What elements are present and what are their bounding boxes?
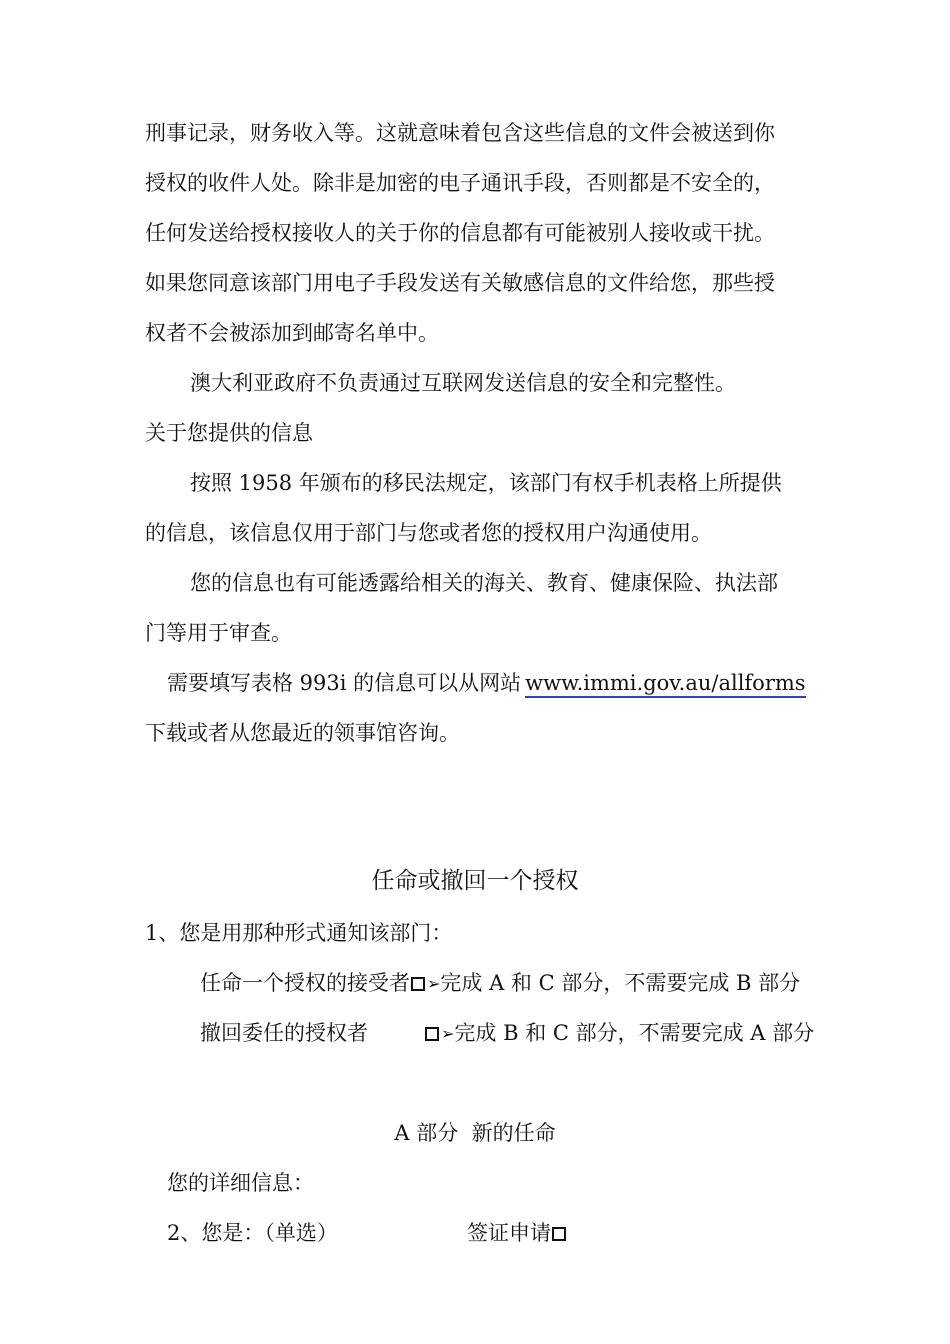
paragraph1-line-1: 刑事记录，财务收入等。这就意味着包含这些信息的文件会被送到你 [145, 121, 775, 145]
option-revoke [200, 1018, 814, 1049]
question2-label: 2、您是：（单选） [167, 1221, 338, 1245]
option-appoint-label: 任命一个授权的接受者 [200, 971, 410, 995]
paragraph1-line-4: 如果您同意该部门用电子手段发送有关敏感信息的文件给您，那些授 [145, 271, 775, 295]
option-appoint [200, 968, 800, 999]
option-revoke-label: 撤回委任的授权者 [200, 1021, 368, 1045]
paragraph4-line-1: 您的信息也有可能透露给相关的海关、教育、健康保险、执法部 [190, 571, 778, 595]
question1-label: 1、您是用那种形式通知该部门： [145, 921, 453, 945]
question2 [167, 1218, 568, 1248]
question2-option-label: 签证申请 [467, 1221, 551, 1245]
paragraph3-line-2: 的信息，该信息仅用于部门与您或者您的授权用户沟通使用。 [145, 521, 712, 545]
paragraph1-line-2: 授权的收件人处。除非是加密的电子通讯手段，否则都是不安全的， [145, 171, 775, 195]
forms-link[interactable]: www.immi.gov.au/allforms [525, 671, 805, 698]
paragraph1-line-3: 任何发送给授权接收人的关于你的信息都有可能被别人接收或干扰。 [145, 221, 775, 245]
paragraph3-line-1: 按照 1958 年颁布的移民法规定，该部门有权手机表格上所提供 [190, 471, 782, 495]
paragraph1-line-5: 权者不会被添加到邮寄名单中。 [145, 321, 439, 345]
paragraph5-line-1 [167, 668, 806, 698]
details-label: 您的详细信息： [167, 1171, 314, 1195]
paragraph5-prefix: 需要填写表格 993i 的信息可以从网站 [167, 671, 522, 695]
paragraph4-line-2: 门等用于审查。 [145, 621, 292, 645]
option-revoke-instruction: 完成 B 和 C 部分，不需要完成 A 部分 [454, 1021, 815, 1045]
form-title: 任命或撤回一个授权 [371, 868, 579, 894]
option-appoint-instruction: 完成 A 和 C 部分，不需要完成 B 部分 [440, 971, 801, 995]
arrow-right-icon: ➢ [427, 974, 441, 993]
checkbox-icon[interactable] [425, 1027, 439, 1041]
paragraph2: 澳大利亚政府不负责通过互联网发送信息的安全和完整性。 [190, 371, 736, 395]
checkbox-icon[interactable] [552, 1227, 566, 1241]
arrow-right-icon: ➢ [441, 1024, 455, 1043]
paragraph5-line-2: 下载或者从您最近的领事馆咨询。 [145, 721, 460, 745]
part-a-heading: A 部分 新的任命 [394, 1121, 556, 1145]
section-heading: 关于您提供的信息 [145, 421, 313, 445]
checkbox-icon[interactable] [411, 977, 425, 991]
